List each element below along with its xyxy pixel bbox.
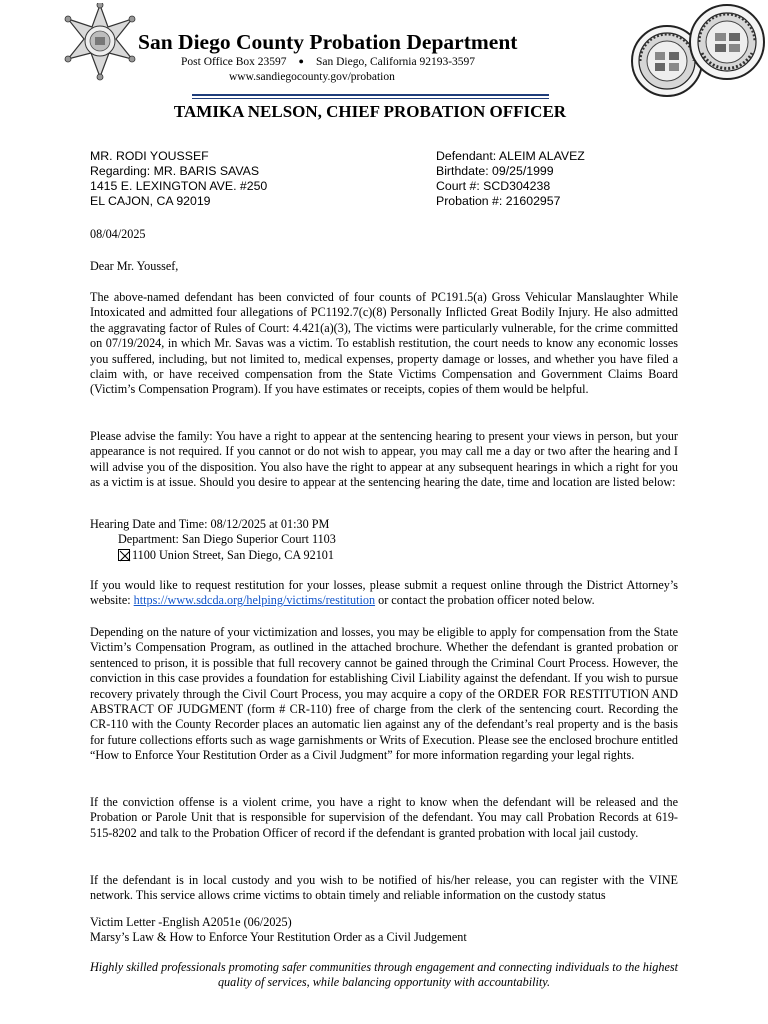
- bullet-separator: ●: [298, 56, 304, 66]
- defendant-name: Defendant: ALEIM ALAVEZ: [436, 149, 585, 163]
- probation-star-badge-logo: [62, 3, 138, 88]
- hearing-department: Department: San Diego Superior Court 1103: [118, 532, 336, 547]
- po-box: Post Office Box 23597: [181, 56, 287, 68]
- county-seal-right: [688, 3, 766, 86]
- court-number: Court #: SCD304238: [436, 179, 551, 193]
- defendant-birthdate: Birthdate: 09/25/1999: [436, 164, 554, 178]
- department-title: San Diego County Probation Department: [138, 30, 518, 54]
- chief-officer-heading: TAMIKA NELSON, CHIEF PROBATION OFFICER: [173, 102, 567, 121]
- recipient-city: EL CAJON, CA 92019: [90, 194, 211, 208]
- restitution-link[interactable]: https://www.sdcda.org/helping/victims/restitution: [133, 593, 376, 608]
- form-reference-1: Victim Letter -English A2051e (06/2025): [90, 915, 292, 929]
- case-info-block: [436, 149, 585, 209]
- header-divider-thick: [192, 94, 549, 96]
- paragraph-restitution-request: [90, 578, 678, 609]
- footer-tagline: Highly skilled professionals promoting safer communities through engagement and connecting individuals to the highest quality of services, while balancing opportunity with accountability.: [90, 960, 678, 990]
- city-state-zip: San Diego, California 92193-3597: [315, 56, 476, 68]
- letter-date: 08/04/2025: [90, 227, 146, 241]
- paragraph-compensation: Depending on the nature of your victimization and losses, you may be eligible to apply for compensation from the State Victim’s Compensation Program, as outlined in the attached brochure. Whether the defendant is granted probation or sentenced to prison, it is possible that full recovery cannot be gained through the Criminal Court Process. However, the conviction in this case provides a foundation for establishing Civil Liability against the defendant. If you wish to pursue recovery privately through the Civil Court Process, you may acquire a copy of the ORDER FOR RESTITUTION AND ABSTRACT OF JUDGMENT (form # CR-110) free of charge from the clerk of the sentencing court. Recording the CR-110 with the County Recorder places an automatic lien against any of the defendant’s real property and is the basis for future collections efforts such as wage garnishments or Writs of Execution. Please see the enclosed brochure entitled “How to Enforce Your Restitution Order as a Civil Judgment” for more information regarding your legal rights.: [90, 625, 678, 763]
- paragraph-release-info: If the conviction offense is a violent crime, you have a right to know when the defendant will be released and the Probation or Parole Unit that is responsible for supervision of the defendant. You may call Probation Records at 619-515-8202 and talk to the Probation Officer of record if the defendant is granted probation with local jail custody.: [90, 795, 678, 840]
- recipient-regarding: Regarding: MR. BARIS SAVAS: [90, 164, 260, 178]
- form-references: [90, 915, 467, 946]
- recipient-name: MR. RODI YOUSSEF: [90, 149, 209, 163]
- form-reference-2: Marsy’s Law & How to Enforce Your Restitution Order as a Civil Judgement: [90, 930, 467, 945]
- restitution-text-before: If you would like to request restitution for your losses, please submit a request online through the District Attorney’s website:: [90, 578, 678, 608]
- paragraph-vine: If the defendant is in local custody and you wish to be notified of his/her release, you can register with the VINE network. This service allows crime victims to obtain timely and reliable information on the custody status: [90, 873, 678, 903]
- recipient-street: 1415 E. LEXINGTON AVE. #250: [90, 179, 268, 193]
- mailing-address: [181, 56, 475, 68]
- probation-number: Probation #: 21602957: [436, 194, 561, 208]
- paragraph-conviction: The above-named defendant has been convicted of four counts of PC191.5(a) Gross Vehicular Manslaughter While Intoxicated and admitted four allegations of PC1192.7(c)(8) Personally Inflicted Great Bodily Injury. He also admitted the aggravating factor of Rules of Court: 4.421(a)(3), The victims were particularly vulnerable, for the crime committed on 07/19/2024, in which Mr. Savas was a victim. To establish restitution, the court needs to know any economic losses you suffered, including, but not limited to, medical expenses, property damage or losses, and whether you have filed a claim with, or have received compensation from the State Victims Compensation and Government Claims Board (Victim’s Compensation Program). If you have estimates or receipts, copies of them would be helpful.: [90, 290, 678, 397]
- hearing-details: [90, 517, 336, 563]
- salutation: Dear Mr. Youssef,: [90, 259, 179, 273]
- hearing-address: 1100 Union Street, San Diego, CA 92101: [132, 547, 334, 562]
- department-website: www.sandiegocounty.gov/probation: [229, 71, 395, 83]
- restitution-text-after: or contact the probation officer noted below.: [375, 593, 595, 608]
- checked-checkbox-icon: [118, 549, 130, 561]
- recipient-block: [90, 149, 267, 209]
- hearing-address-row: [90, 548, 336, 563]
- hearing-date-time: Hearing Date and Time: 08/12/2025 at 01:30 PM: [90, 517, 330, 531]
- header-divider-thin: [192, 98, 549, 99]
- paragraph-rights: Please advise the family: You have a right to appear at the sentencing hearing to present your views in person, but your appearance is not required. If you cannot or do not wish to appear, you may call me a day or two after the hearing and I will advise you of the disposition. You also have the right to appear at any subsequent hearings in which a right for you as a victim is at issue. Should you desire to appear at the sentencing hearing the date, time and location are listed below:: [90, 429, 678, 490]
